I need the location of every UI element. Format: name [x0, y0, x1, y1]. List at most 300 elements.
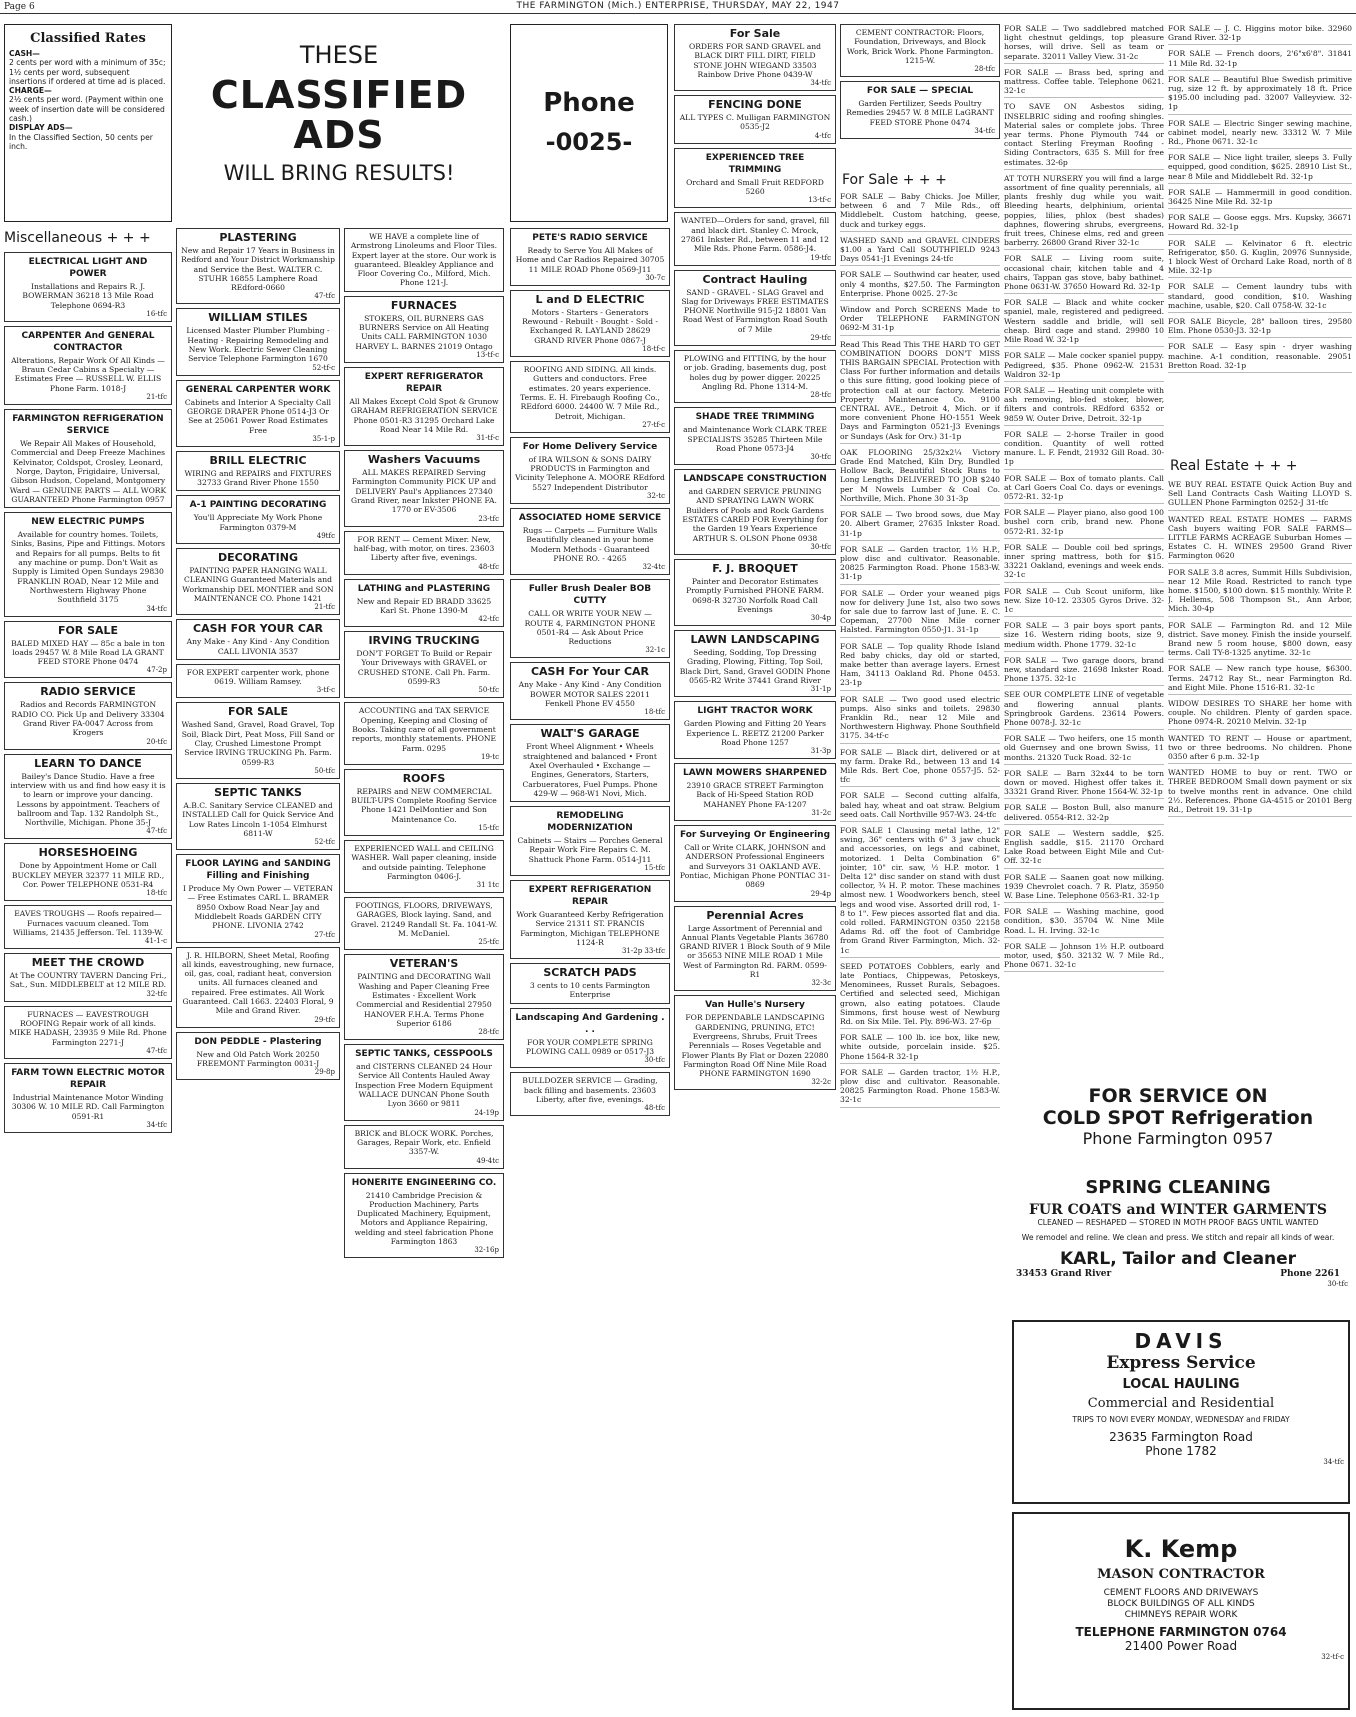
- rates-title: Classified Rates: [30, 31, 146, 46]
- classified-ad: [344, 367, 504, 446]
- ad-ref: 47-tfc: [314, 292, 335, 301]
- ad-ref: 31-2c: [811, 809, 831, 818]
- ad-heading: DECORATING: [217, 551, 299, 565]
- classified-ad: [344, 450, 504, 526]
- ad-ref: 29-4p: [810, 889, 831, 898]
- ad-heading: VETERAN'S: [389, 957, 459, 971]
- classified-listing: FOR SALE — French doors, 2'6"x6'8". 31841 11 Mile Rd. 32-1p: [1168, 49, 1352, 70]
- classified-listing: SEED POTATOES Cobblers, early and late Pontiacs, Chippewas, Petoskeys, Menominees, Russet Rurals, Sebagoes. Certified and selected seed, Michigan grown, also eating potatoes. Claude Simmons, first house west of Newburg Rd. on Six Mile. Tel. Ply. 896-W3. 27-6p: [840, 962, 1000, 1029]
- classified-listing: FOR SALE — Baby Chicks. Joe Miller, between 6 and 7 Mile Rds., off Middlebelt. Custom hatching, geese, duck and turkey eggs.: [840, 192, 1000, 232]
- classified-listing: Read This Read This THE HARD TO GET COMBINATION DOORS DON'T MISS THIS BARGAIN SPECIAL Protection with Class For further information and details o this sure fitting, good looking piece of protection call at our factory. Meteria Property Maintenance Co. 9100 CENTRAL AVE., Detroit 4, Mich. or if more convenient Phone HO-1551 Week Days and Farmington 0521-J3 Evenings or Sundays (Ask for Orv.) 31-1p: [840, 340, 1000, 444]
- classified-ad: [510, 806, 670, 876]
- classified-ad: [344, 631, 504, 698]
- ad-body: FURNACES — EAVESTROUGH ROOFING Repair work of all kinds. MIKE HADASH, 23935 9 Mile Rd. Phone Farmington 2271-J: [9, 1009, 167, 1047]
- ad-body: Seeding, Sodding, Top Dressing Grading, Plowing, Fitting, Top Soil, Black Dirt, Sand, Gravel GODIN Phone 0565-R2 Write 37441 Grand River: [679, 648, 831, 685]
- davis-express-ad: DAVIS Express Service LOCAL HAULING Commercial and Residential TRIPS TO NOVI EVERY MONDAY, WEDNESDAY and FRIDAY 23635 Farmington Road Phone 1782 34-tfc: [1012, 1320, 1350, 1504]
- ad-ref: 15-tfc: [478, 823, 499, 832]
- ad-body: STOKERS, OIL BURNERS GAS BURNERS Service on All Heating Units CALL FARMINGTON 1030 HARVEY L. BARNES 21019 Ontago: [355, 313, 493, 351]
- ad-body: ALL TYPES C. Mulligan FARMINGTON 0535-J2: [679, 113, 831, 132]
- ad-body: We Repair All Makes of Household, Commercial and Deep Freeze Machines Kelvinator, Coldspot, Crosley, Leonard, Norge, Dayton, Frigidaire, Universal, Gibson Hudson, Copeland, Montgomery Ward — GENUINE PARTS — ALL WORK GUARANTEED Phone Farmington 0957: [9, 439, 167, 504]
- ad-body: WANTED—Orders for sand, gravel, fill and black dirt. Stanley C. Mrock, 27861 Inkster Rd., between 11 and 12 Mile Rds. Phone Farm. 0586-J4.: [680, 216, 830, 254]
- ad-ref: 18-tf-c: [642, 345, 665, 354]
- ad-heading: SEPTIC TANKS: [214, 785, 302, 799]
- ad-ref: 32-2c: [811, 1078, 831, 1087]
- ad-ref: 30-tfc: [810, 453, 831, 462]
- ad-body: FOR YOUR COMPLETE SPRING PLOWING CALL 0989 or 0517-J3: [525, 1037, 655, 1057]
- ad-body: Cabinets and Interior A Specialty Call GEORGE DRAPER Phone 0514-J3 Or See at 25061 Power Road Estimates Free: [184, 397, 332, 435]
- ad-ref: 50-tfc: [478, 686, 499, 695]
- classified-ad: [344, 228, 504, 292]
- ad-heading: For Sale: [729, 27, 781, 40]
- ad-ref: 15-tfc: [644, 863, 665, 872]
- ad-heading: GENERAL CARPENTER WORK: [185, 384, 331, 395]
- ad-body: EAVES TROUGHS — Roofs repaired—Furnaces vacuum cleaned. Tom Williams, 21435 Jefferson. Tel. 1139-W.: [12, 909, 164, 937]
- classified-ad: [510, 724, 670, 802]
- column-7: [1004, 24, 1164, 1074]
- classified-ad: [176, 380, 340, 447]
- ad-ref: 52-tfc: [314, 838, 335, 847]
- ad-heading: EXPERT REFRIGERATION REPAIR: [528, 884, 652, 907]
- section-miscellaneous: Miscellaneous + + +: [4, 230, 151, 246]
- ad-heading: SHADE TREE TRIMMING: [695, 412, 815, 423]
- classified-listing: FOR SALE — Garden tractor, 1½ H.P., plow disc and cultivator. Reasonable. 20825 Farmington Road. Phone 1583-W. 32-1c: [840, 1068, 1000, 1108]
- ad-body: Painter and Decorator Estimates Promptly Furnished PHONE FARM. 0698-R 32730 Norfolk Road Call Evenings: [686, 576, 824, 614]
- classified-ad: [344, 954, 504, 1040]
- classified-ad: [510, 880, 670, 959]
- classified-ad: [510, 437, 670, 504]
- classified-ad: [674, 906, 836, 992]
- ad-body: DON'T FORGET To Build or Repair Your Driveways with GRAVEL or CRUSHED STONE. Call Ph. Farm. 0599-R3: [356, 649, 492, 687]
- classified-listing: WE BUY REAL ESTATE Quick Action Buy and Sell Land Contracts Cash Waiting LLOYD S. GULLEN Phone Farmington 0252-J 31-tfc: [1168, 480, 1352, 511]
- ad-body: Installations and Repairs R. J. BOWERMAN 36218 13 Mile Road Telephone 0694-R3: [22, 282, 154, 310]
- classified-ad: [176, 783, 340, 850]
- classified-ad: [510, 579, 670, 658]
- classified-ad: [510, 361, 670, 433]
- ad-body: CEMENT CONTRACTOR: Floors, Foundation, Driveways, and Block Work, Brick Work. Phone Farmington. 1215-W.: [846, 28, 994, 65]
- classified-listing: FOR SALE — New ranch type house, $6300. Terms. 24712 Ray St., near Farmington Rd. and Eight Mile. Phone 1516-R1. 32-1c: [1168, 664, 1352, 695]
- ad-body: WE HAVE a complete line of Armstrong Linoleums and Floor Tiles. Expert layer at the store. Our work is guaranteed. Bleakley Appliance and Floor Covering Co., Milford, Mich. Phone 121-J.: [350, 232, 498, 288]
- ad-body: FOR EXPERT carpenter work, phone 0619. William Ramsey.: [186, 667, 330, 687]
- ad-ref: 21-tfc: [146, 393, 167, 402]
- ad-heading: L and D ELECTRIC: [535, 292, 645, 306]
- column-8-upper: [1168, 24, 1352, 454]
- classified-listing: FOR SALE — Electric Singer sewing machine, cabinet model, nearly new. 33312 W. 7 Mile Rd., Phone 0671. 32-1c: [1168, 119, 1352, 150]
- ad-ref: 28-tfc: [810, 391, 831, 400]
- classified-ad: [510, 1072, 670, 1116]
- classified-ad: [4, 754, 172, 840]
- ad-ref: 31-1p: [810, 685, 831, 694]
- ad-heading: MEET THE CROWD: [31, 956, 145, 970]
- ad-body: ROOFING AND SIDING. All kinds. Gutters and conductors. Free estimates. 20 years experience. Terms. E. H. Firebaugh Roofing Co., REdford 6000. 24400 W. 7 Mile Rd., Detroit, Michigan.: [520, 365, 660, 421]
- classified-ad: [674, 701, 836, 759]
- ad-heading: FOR SALE: [227, 705, 289, 719]
- ad-heading: LIGHT TRACTOR WORK: [697, 706, 813, 717]
- ad-heading: DON PEDDLE - Plastering: [194, 1036, 322, 1047]
- classified-listing: OAK FLOORING 25/32x2¼ Victory Grade End Matched, Kiln Dry, Bundled Hollow Back, Beautiful Stock Runs to Long Lengths DELIVERED TO JOB $240 per M Nowels Lumber & Coal Co. Northville, Mich. Phone 30 31-3p: [840, 448, 1000, 506]
- ad-ref: 13-tf-c: [476, 350, 499, 359]
- ad-ref: 47-tfc: [146, 1046, 167, 1055]
- ad-heading: REMODELING MODERNIZATION: [547, 811, 633, 834]
- classified-listing: FOR SALE 3.8 acres, Summit Hills Subdivision, near 12 Mile Road. Restricted to ranch type home. $1500, $100 down. $15 monthly. Write P. J. Hellems, 508 Thompson St., Ann Arbor, Mich. 30-4p: [1168, 568, 1352, 617]
- ad-body: and Maintenance Work CLARK TREE SPECIALISTS 35285 Thirteen Mile Road Phone 0573-J4: [683, 425, 827, 453]
- classified-ad: [510, 1008, 670, 1069]
- ad-ref: 31-tf-c: [476, 434, 499, 443]
- ad-ref: 34-tfc: [146, 1120, 167, 1129]
- classified-ad: [674, 630, 836, 697]
- classified-ad: [344, 840, 504, 893]
- ad-heading: Van Hulle's Nursery: [705, 1000, 805, 1011]
- ad-body: PAINTING and DECORATING Wall Washing and Paper Cleaning Free Estimates - Excellent Work Commercial and Residential 27950 HANOVER F.H.A. Terms Phone Superior 6186: [356, 972, 492, 1028]
- column-3: [344, 228, 504, 1712]
- classified-listing: FOR SALE — Barn 32x44 to be torn down or moved. Highest offer takes it. 33321 Grand River. Phone 1564-W. 32-1p: [1004, 769, 1164, 800]
- classified-listing: FOR SALE — Male cocker spaniel puppy. Pedigreed, $35. Phone 0962-W. 21531 Waldron 32-1p: [1004, 351, 1164, 382]
- ad-ref: 34-tfc: [810, 79, 831, 88]
- banner-classified: CLASSIFIED: [210, 73, 468, 117]
- ad-ref: 50-tfc: [314, 766, 335, 775]
- ad-heading: FARM TOWN ELECTRIC MOTOR REPAIR: [11, 1067, 165, 1090]
- ad-body: ORDERS FOR SAND GRAVEL and BLACK DIRT FILL DIRT, FIELD STONE JOHN WIEGAND 33503 Rainbow Drive Phone 0439-W: [688, 42, 822, 79]
- ad-body: FOR RENT — Cement Mixer. New, half-bag, with motor, on tires. 23603 Liberty after five, evenings.: [353, 534, 495, 563]
- classified-listing: FOR SALE — Southwind car heater, used only 4 months, $27.50. The Farmington Enterprise. Phone 0025. 27-3c: [840, 270, 1000, 301]
- ad-ref: 28-tfc: [478, 1028, 499, 1037]
- ad-ref: 23-tfc: [478, 514, 499, 523]
- coldspot-ad: FOR SERVICE ON COLD SPOT Refrigeration Phone Farmington 0957: [1042, 1085, 1314, 1148]
- ad-heading: ROOFS: [402, 771, 446, 785]
- classified-ad: [4, 409, 172, 508]
- classified-ad: [510, 662, 670, 720]
- banner-ads: ADS: [293, 113, 385, 157]
- kemp-mason-ad: K. Kemp MASON CONTRACTOR CEMENT FLOORS AND DRIVEWAYS BLOCK BUILDINGS OF ALL KINDS CHIMNEYS REPAIR WORK TELEPHONE FARMINGTON 0764 21400 Power Road 32-tf-c: [1012, 1512, 1350, 1710]
- classified-listing: FOR SALE — Washing machine, good condition, $30. 35704 W. Nine Mile Road. L. H. Irving. 32-1c: [1004, 907, 1164, 938]
- ad-heading: FLOOR LAYING and SANDING Filling and Finishing: [185, 859, 331, 882]
- classified-ad: [176, 619, 340, 660]
- section-real-estate: Real Estate + + +: [1170, 458, 1298, 474]
- ad-body: ACCOUNTING and TAX SERVICE Opening, Keeping and Closing of Books. Taking care of all government reports, monthly statements. PHONE Farm. 0295: [351, 706, 497, 753]
- ad-body: Radios and Records FARMINGTON RADIO CO. Pick Up and Delivery 33304 Grand River FA-0047 Across from Krogers: [11, 700, 165, 738]
- classified-listing: FOR SALE — Two brood sows, due May 20. Albert Gramer, 27635 Inkster Road. 31-1p: [840, 510, 1000, 541]
- classified-ad: [4, 1006, 172, 1059]
- classified-listing: FOR SALE — Kelvinator 6 ft. electric Refrigerator, $50. G. Kuglin, 20976 Sunnyside, 1 block West of Orchard Lake Road, north of 8 Mile. 32-1p: [1168, 239, 1352, 279]
- ad-ref: 16-tfc: [146, 309, 167, 318]
- ad-heading: FOR SALE: [57, 623, 119, 637]
- ad-heading: WALT'S GARAGE: [540, 727, 640, 741]
- classified-listing: FOR SALE — Hammermill in good condition. 36425 Nine Mile Rd. 32-1p: [1168, 188, 1352, 209]
- ad-ref: 3-tf-c: [316, 686, 335, 695]
- ad-ref: 19-tc: [480, 752, 499, 761]
- ad-heading: HONERITE ENGINEERING CO.: [351, 1177, 497, 1188]
- ad-ref: 29-8p: [314, 1068, 335, 1077]
- ad-body: J. R. HILBORN, Sheet Metal, Roofing all kinds, eavestroughing, new furnace, oil, gas, coal, radiant heat, conversion units. All furnaces cleaned and repaired. Free estimates. All Work Guaranteed. Call 1663. 22403 Floral, 9 Mile and Grand River.: [181, 950, 335, 1016]
- ad-body: Cabinets — Stairs — Porches General Repair Work Fire Repairs C. M. Shattuck Phone Farm. 0514-J11: [517, 836, 663, 864]
- classified-ad: [674, 212, 836, 265]
- classified-ad: [4, 682, 172, 749]
- ad-heading: For Home Delivery Service: [522, 441, 658, 452]
- ad-ref: 18-tfc: [644, 708, 665, 717]
- classified-ad: [840, 81, 1000, 139]
- classified-ad: [176, 451, 340, 492]
- ad-ref: 32-16p: [474, 1246, 499, 1255]
- classified-listing: FOR SALE — 3 pair boys sport pants, size 16. Western riding boots, size 9, medium width. Phone 1779. 32-1c: [1004, 621, 1164, 652]
- ad-heading: Perennial Acres: [706, 908, 804, 922]
- classified-ad: [510, 290, 670, 357]
- classified-listing: FOR SALE — Player piano, also good 100 bushel corn crib, brand new. Phone 0572-R1. 32-1p: [1004, 508, 1164, 539]
- ad-body: 21410 Cambridge Precision & Production Machinery, Parts Duplicated Machinery, Equipment, Motors and Appliance Repairing, welding and steel fabrication Phone Farmington 1863: [354, 1190, 494, 1246]
- ad-heading: RADIO SERVICE: [40, 685, 136, 699]
- ad-body: All Makes Except Cold Spot & Grunow GRAHAM REFRIGERATION SERVICE Phone 0501-R3 31295 Orchard Lake Road Near 14 Mile Rd.: [349, 396, 499, 434]
- ad-body: PLOWING and FITTING, by the hour or job. Grading, basements dug, post holes dug by power digger. 20225 Angling Rd. Phone 1314-M.: [683, 354, 827, 391]
- ad-ref: 49tfc: [316, 532, 335, 541]
- ad-heading: EXPERT REFRIGERATOR REPAIR: [364, 371, 484, 394]
- classified-listing: FOR SALE — Western saddle, $25. English saddle, $15. 21170 Orchard Lake Road between Eight Mile and Cut-Off. 32-1c: [1004, 829, 1164, 869]
- classified-listing: Window and Porch SCREENS Made to Order TELEPHONE FARMINGTON 0692-M 31-1p: [840, 305, 1000, 336]
- classified-ad: [344, 1173, 504, 1259]
- ad-ref: 13-tf-c: [808, 196, 831, 205]
- ad-ref: 32-3c: [811, 979, 831, 988]
- ad-body: A.B.C. Sanitary Service CLEANED and INSTALLED Call for Quick Service And Low Rates Lincoln 1-1054 Elmhurst 6811-W: [182, 800, 334, 838]
- classified-ad: [176, 664, 340, 699]
- ad-ref: 47-tfc: [146, 827, 167, 836]
- ad-heading: Fuller Brush Dealer BOB CUTTY: [528, 584, 652, 607]
- ad-ref: 18-tfc: [146, 889, 167, 898]
- ad-body: WIRING and REPAIRS and FIXTURES 32733 Grand River Phone 1550: [184, 468, 332, 488]
- classified-listing: FOR SALE Bicycle, 28" balloon tires, 29580 Elm. Phone 0530-J3. 32-1p: [1168, 317, 1352, 338]
- page-number: Page 6: [4, 2, 35, 12]
- ad-body: and GARDEN SERVICE PRUNING AND SPRAYING LAWN WORK Builders of Pools and Rock Gardens ESTATES CARED FOR Everything for the Garden 19 Years Experience ARTHUR S. OLSON Phone 0938: [682, 487, 828, 543]
- ad-heading: FENCING DONE: [708, 98, 802, 112]
- classified-ad: [176, 854, 340, 942]
- classified-listing: FOR SALE — Two good used electric pumps. Also sinks and toilets. 29830 Franklin Rd., near 12 Mile and Northwestern Highway. Phone Southfield 3175. 34-tf-c: [840, 695, 1000, 744]
- ad-ref: 42-tfc: [478, 615, 499, 624]
- classified-ad: [4, 512, 172, 616]
- classified-ad: [176, 1032, 340, 1081]
- ad-body: Large Assortment of Perennial and Annual Plants Vegetable Plants 36780 GRAND RIVER 1 Block South of 9 Mile or 35653 NINE MILE ROAD 1 Mile West of Farmington Rd. FARM. 0599-R1: [679, 923, 831, 980]
- classified-ad: [344, 769, 504, 836]
- ad-body: FOOTINGS, FLOORS, DRIVEWAYS, GARAGES, Block laying. Sand, and Gravel. 21249 Randall St. Fa. 1041-W. M. McDaniel.: [350, 901, 498, 939]
- ad-ref: 30-7c: [645, 273, 665, 282]
- ad-body: Available for country homes. Toilets, Sinks, Basins, Pipe and Fittings. Motors and Repairs for all pumps. Belts to fit any machine or pump. Don't Wait as Supply is Limited Open Sundays 29830 FRANKLIN ROAD, Near 12 Mile and Northwestern Highway Phone Southfield 3175: [10, 530, 166, 605]
- ad-ref: 41-1-c: [144, 937, 167, 946]
- ad-ref: 29-tfc: [314, 1015, 335, 1024]
- classified-ad: [674, 148, 836, 209]
- classified-ad: [674, 559, 836, 626]
- ad-heading: SCRATCH PADS: [543, 966, 637, 980]
- classified-ad: [176, 548, 340, 615]
- classified-listing: FOR SALE — Top quality Rhode Island Red baby chicks, day old or started, make better than average layers. Ernest Ham, 34113 Oakland Rd. Phone 0453. 23-1p: [840, 642, 1000, 691]
- classified-ad: [510, 508, 670, 575]
- classified-listing: FOR SALE 1 Clausing metal lathe, 12" swing, 36" centers with 6" 3 jaw chuck and accessories, on legs and cabinet, motorized. 1 Delta Combination 6" jointer, 10" cir. saw, ½ H.P. motor. 1 Delta 12" disc sander on stand with dust collector, ¾ H. P. motor. These machines almost new. 1 Woodworkers bench, steel legs and wood vise. Assorted drill rod, 1-8 to 1". Few pieces assorted flat and dia. cold rolled. FARMINGTON 0350 22158 Adams Rd. off the foot of Cambridge from Grand River Farmington, Mich. 32-1c: [840, 826, 1000, 958]
- classified-listing: FOR SALE — 2-horse Trailer in good condition. Quantity of well rotted manure. L. F. Fendt, 21932 Gill Road. 30-1p: [1004, 430, 1164, 470]
- ad-ref: 32-4tc: [642, 563, 665, 572]
- ad-body: Work Guaranteed Kerby Refrigeration Service 21311 ST. FRANCIS Farmington, Michigan TELEPHONE 1124-R: [516, 909, 664, 947]
- classified-ad: [510, 228, 670, 286]
- column-6-top: [840, 24, 1000, 169]
- ad-heading: LANDSCAPE CONSTRUCTION: [683, 474, 827, 485]
- ad-body: You'll Appreciate My Work Phone Farmington 0379-M: [193, 513, 323, 532]
- ad-body: ALL MAKES REPAIRED Serving Farmington Community PICK UP and DELIVERY Paul's Appliances 27340 Grand River, near Inkster PHONE FA. 1770 or EV-3506: [351, 468, 497, 515]
- ad-ref: 32-tc: [646, 492, 665, 501]
- ad-ref: 29-tfc: [810, 334, 831, 343]
- banner-results: WILL BRING RESULTS!: [223, 161, 455, 185]
- ad-body: and CISTERNS CLEANED 24 Hour Service All Contents Hauled Away Inspection Free Modern Equipment WALLACE DUNCAN Phone South Lyon 3660 or 9811: [355, 1062, 493, 1109]
- column-5: [674, 24, 836, 1712]
- classified-listing: FOR SALE — Brass bed, spring and mattress. Coffee table. Telephone 0621. 32-1c: [1004, 68, 1164, 99]
- ad-body: CALL OR WRITE YOUR NEW — ROUTE 4, FARMINGTON PHONE 0501-R4 — Ask About Price Reductions: [524, 609, 656, 647]
- ad-heading: EXPERIENCED TREE TRIMMING: [705, 152, 805, 175]
- classified-ad: [176, 702, 340, 778]
- ad-ref: 48-tfc: [644, 1104, 665, 1113]
- ad-heading: FARMINGTON REFRIGERATION SERVICE: [12, 414, 164, 437]
- ad-body: Garden Fertilizer, Seeds Poultry Remedies 29457 W. 8 MILE LaGRANT FEED STORE Phone 0474: [846, 99, 994, 127]
- ad-ref: 30-tfc: [644, 1056, 665, 1065]
- phone-box: Phone -0025-: [510, 24, 668, 222]
- ad-body: EXPERIENCED WALL and CEILING WASHER. Wall paper cleaning, inside and outside painting. Telephone Farmington 0406-J.: [351, 843, 497, 881]
- classified-ad: [674, 763, 836, 821]
- ad-heading: F. J. BROQUET: [712, 561, 798, 575]
- classified-ad: [4, 252, 172, 322]
- ad-body: Done by Appointment Home or Call BUCKLEY MEYER 32377 11 MILE RD., Cor. Power TELEPHONE 0531-R4: [11, 861, 165, 889]
- classified-ad: [176, 495, 340, 544]
- ad-body: At The COUNTRY TAVERN Dancing Fri., Sat., Sun. MIDDLEBELT at 12 MILE RD.: [9, 971, 167, 990]
- ad-heading: NEW ELECTRIC PUMPS: [31, 517, 145, 528]
- ad-body: Washed Sand, Gravel, Road Gravel, Top Soil, Black Dirt, Peat Moss, Fill Sand or Clay, Crushed Limestone Prompt Service IRVING TRUCKING Ph. Farm. 0599-R3: [181, 720, 335, 767]
- ad-body: BULLDOZER SERVICE — Grading, back filling and basements. 23603 Liberty, after five, evenings.: [522, 1076, 658, 1104]
- ad-ref: 32-1c: [645, 646, 665, 655]
- ad-body: FOR DEPENDABLE LANDSCAPING GARDENING, PRUNING, ETC! Evergreens, Shrubs, Fruit Trees Perennials — Roses Vegetable and Flower Plants By Flat or Dozen 22080 Farmington Road Off Nine Mile Road PHONE FARMINGTON 1690: [681, 1013, 829, 1079]
- classified-listing: FOR SALE — Double coil bed springs, inner spring mattress, both for $15. 33221 Oakland, evenings and week ends. 32-1c: [1004, 543, 1164, 583]
- ad-heading: PLASTERING: [219, 231, 297, 244]
- ad-body: Rugs — Carpets — Furniture Walls Beautifully cleaned in your home Modern Methods - Guaranteed PHONE RO. - 4265: [522, 526, 658, 563]
- classified-listing: WANTED HOME to buy or rent. TWO or THREE BEDROOM Small down payment or six to twelve months rent in advance. One child 2½. References. Phone GA-4515 or 20101 Berg Rd., Detroit 19. 31-1p: [1168, 768, 1352, 817]
- classified-listing: FOR SALE — Two garage doors, brand new, standard size. 21698 Inkster Road. Phone 1375. 32-1c: [1004, 656, 1164, 687]
- classified-listing: FOR SALE — Johnson 1½ H.P. outboard motor, used, $50. 32132 W. 7 Mile Rd., Phone 0671. 32-1c: [1004, 942, 1164, 973]
- classified-listing: FOR SALE — Heating unit complete with ash removing, blo-fed stoker, blower, filters and controls. REdford 6352 or 9859 W. Outer Drive, Detroit. 32-1p: [1004, 386, 1164, 426]
- classified-listing: FOR SALE — Nice light trailer, sleeps 3. Fully equipped, good condition, $625. 28910 List St., near 8 Mile and Middlebelt Rd. 32-1p: [1168, 153, 1352, 184]
- classified-listing: FOR SALE — Boston Bull, also manure delivered. 0554-R12. 32-2p: [1004, 803, 1164, 824]
- classified-listing: FOR SALE — 100 lb. ice box, like new, white outside, porcelain inside. $25. Phone 1564-R 32-1p: [840, 1033, 1000, 1064]
- ad-ref: 27-tfc: [314, 930, 335, 939]
- classified-ad: [176, 228, 340, 304]
- classified-listing: FOR SALE — Box of tomato plants. Call at Carl Goers Coal Co. days or evenings. 0572-R1. 32-1p: [1004, 474, 1164, 505]
- classified-ad: [674, 350, 836, 403]
- ad-heading: LAWN LANDSCAPING: [690, 633, 820, 647]
- classified-listing: FOR SALE — Cub Scout uniform, like new. Size 10-12. 23305 Gyros Drive. 32-1c: [1004, 587, 1164, 618]
- newspaper-title: THE FARMINGTON (Mich.) ENTERPRISE, THURSDAY, MAY 22, 1947: [516, 1, 840, 11]
- ad-body: Ready to Serve You All Makes of Home and Car Radios Repaired 30705 11 MILE ROAD Phone 0569-J11: [515, 246, 665, 274]
- ad-heading: LAWN MOWERS SHARPENED: [683, 768, 827, 779]
- ad-ref: 34-tfc: [974, 127, 995, 136]
- ad-heading: CASH For Your CAR: [530, 665, 650, 679]
- column-4: [510, 228, 670, 1712]
- ad-body: of IRA WILSON & SONS DAIRY PRODUCTS in Farmington and Vicinity Telephone A. MOORE REdford 5527 Independent Distributor: [515, 454, 665, 492]
- ad-ref: 34-tfc: [146, 604, 167, 613]
- ad-heading: BRILL ELECTRIC: [209, 453, 307, 467]
- classified-listing: TO SAVE ON Asbestos siding, INSELBRIC siding and roofing shingles. Material sales or complete jobs. Three year terms. Phone Plymouth 744 or contact Sterling Freyman Roofing - Siding Contractors, 635 S. Mill for free estimates. 32-6p: [1004, 102, 1164, 169]
- ad-heading: A-1 PAINTING DECORATING: [189, 500, 327, 511]
- classified-listing: FOR SALE — Garden tractor, 1½ H.P., plow disc and cultivator. Reasonable. 20825 Farmington Road. Phone 1583-W. 31-1p: [840, 545, 1000, 585]
- classified-listing: FOR SALE — Living room suite, occasional chair, kitchen table and 4 chairs, Tappan gas stove, baby bathinet. Phone 0631-W. 37650 Howard Rd. 32-1p: [1004, 254, 1164, 294]
- ad-ref: 49-4tc: [476, 1156, 499, 1165]
- ad-heading: CASH FOR YOUR CAR: [193, 622, 323, 636]
- ad-heading: For Surveying Or Engineering: [679, 830, 831, 841]
- classified-listing: FOR SALE — Beautiful Blue Swedish primitive rug, size 12 ft. by approximately 18 ft. Price $195.00 including pad. 32007 Valleyview. 32-1p: [1168, 75, 1352, 115]
- ad-ref: 35-1-p: [312, 434, 335, 443]
- ad-heading: HORSESHOEING: [38, 846, 138, 860]
- ad-body: New and Repair ED BRADD 33625 Karl St. Phone 1390-M: [356, 596, 492, 615]
- classified-ad: [674, 469, 836, 555]
- ad-body: Alterations, Repair Work Of All Kinds — Braun Cedar Cabins a Specialty — Estimates Free — RUSSELL W. ELLIS Phone Farm. 1018-J: [11, 355, 165, 393]
- classified-listing: FOR SALE — Easy spin - dryer washing machine. A-1 condition, reasonable. 29051 Bretton Road. 32-1p: [1168, 342, 1352, 373]
- ad-body: Motors - Starters - Generators Rewound - Rebuilt - Bought - Sold - Exchanged R. LAYLAND 28629 GRAND RIVER Phone 0867-J: [522, 307, 658, 345]
- classified-ad: [344, 1044, 504, 1120]
- section-for-sale: For Sale + + +: [842, 172, 947, 188]
- classified-rates-box: Classified Rates CASH— 2 cents per word with a minimum of 35c; 1½ cents per word, subsequent insertions if ordered at time ad is placed. CHARGE— 2½ cents per word. (Payment within one week of insertion date will be considered cash.) DISPLAY ADS— In the Classified Section, 50 cents per inch.: [4, 24, 172, 222]
- ad-ref: 25-tfc: [478, 938, 499, 947]
- ad-body: SAND - GRAVEL - SLAG Gravel and Slag for Driveways FREE ESTIMATES PHONE Northville 915-J2 18801 Van Road West of Farmington Road South of 7 Mile: [681, 287, 829, 334]
- ad-ref: 4-tfc: [814, 131, 831, 140]
- ad-heading: SEPTIC TANKS, CESSPOOLS: [355, 1049, 493, 1060]
- column-2: [176, 228, 340, 1712]
- ad-heading: LEARN TO DANCE: [34, 756, 142, 770]
- classified-ad: [4, 621, 172, 679]
- ad-heading: Washers Vacuums: [367, 453, 481, 467]
- ad-ref: 31-3p: [810, 747, 831, 756]
- ad-heading: FURNACES: [390, 298, 458, 312]
- classified-listing: FOR SALE — Second cutting alfalfa, baled hay, wheat and oat straw. Belgium seed oats. Call Northville 957-W3. 24-tfc: [840, 791, 1000, 822]
- classified-ad: [674, 825, 836, 901]
- classified-listing: FOR SALE — Black and white cocker spaniel, male, registered and pedigreed. Western saddle and bridle, will sell cheap. Bird cage and stand. 29980 10 Mile Road W. 32-1p: [1004, 298, 1164, 347]
- classified-listing: FOR SALE — Order your weaned pigs now for delivery June 1st, also two sows for sale due to farrow last of June. E. C. Copeman, 27700 Nine Mile corner Halsted. Farmington 0550-J1. 31-1p: [840, 589, 1000, 638]
- ad-ref: 19-tfc: [810, 253, 831, 262]
- classified-ad: [344, 897, 504, 950]
- classified-listing: FOR SALE — Goose eggs. Mrs. Kupsky, 36671 Howard Rd. 32-1p: [1168, 213, 1352, 234]
- ad-ref: 20-tfc: [146, 737, 167, 746]
- classified-ad: [4, 843, 172, 901]
- classified-ad: [674, 407, 836, 465]
- ad-body: Any Make - Any Kind - Any Condition CALL LIVONIA 3537: [186, 637, 330, 656]
- ad-body: New and Repair 17 Years in Business in Redford and Your District Workmanship and Service the Best. WALTER C. STUHR 16855 Lamphere Road REdford-0660: [181, 246, 335, 293]
- ad-ref: 24-19p: [474, 1108, 499, 1117]
- classified-listing: SEE OUR COMPLETE LINE of vegetable and flowering annual plants. Springbrook Gardens. 23614 Powers. Phone 0078-J. 32-1c: [1004, 690, 1164, 730]
- classified-listing: WANTED REAL ESTATE HOMES — FARMS Cash buyers waiting FOR SALE FARMS—LITTLE FARMS ACREAGE Suburban Homes — Estates C. H. WINES 29500 Grand River Farmington 0620: [1168, 515, 1352, 564]
- ad-ref: 30-4p: [810, 614, 831, 623]
- classified-ad: [4, 953, 172, 1002]
- classified-ad: [344, 579, 504, 628]
- ad-body: Garden Plowing and Fitting 20 Years Experience L. REETZ 21200 Parker Road Phone 1257: [683, 719, 827, 747]
- ad-ref: 30-tfc: [810, 542, 831, 551]
- ad-ref: 47-2p: [146, 666, 167, 675]
- classified-ad: [344, 531, 504, 575]
- column-6: [840, 192, 1000, 1712]
- classified-listing: WANTED TO RENT — House or apartment, two or three bedrooms. No children. Phone 0350 after 6 p.m. 32-1p: [1168, 734, 1352, 765]
- ad-body: Front Wheel Alignment • Wheels straightened and balanced • Front Axel Overhauled • Exchange — Engines, Generators, Starters, Carbueratores, Fuel Pumps. Phone 429-W — 968-W1 Novi, Mich.: [522, 742, 658, 798]
- classified-ad: [510, 963, 670, 1004]
- ad-heading: LATHING and PLASTERING: [357, 583, 491, 594]
- classified-listing: WASHED SAND and GRAVEL CINDERS $1.00 a Yard Call SOUTHFIELD 9243 Days 0541-J1 Evenings 24-tfc: [840, 236, 1000, 267]
- classified-listing: FOR SALE — Black dirt, delivered or at my farm. Drake Rd., between 13 and 14 Mile Rds. Bert Coe, phone 0557-J5. 52-tfc: [840, 748, 1000, 788]
- classified-ad: [344, 1125, 504, 1169]
- ad-body: 23910 GRACE STREET Farmington Back of Hi-Speed Station ROD MAHANEY Phone FA-1207: [686, 781, 824, 809]
- classified-ad: [176, 308, 340, 375]
- classified-ad: [674, 95, 836, 144]
- ad-ref: 31 1tc: [476, 881, 499, 890]
- ad-heading: PETE'S RADIO SERVICE: [532, 233, 648, 243]
- classified-ad: [344, 702, 504, 764]
- classified-ad: [344, 296, 504, 363]
- classified-ad: [4, 1063, 172, 1133]
- ad-body: Any Make - Any Kind - Any Condition BOWER MOTOR SALES 22011 Fenkell Phone EV 4550: [518, 680, 662, 709]
- ad-ref: 48-tfc: [478, 562, 499, 571]
- classified-listing: AT TOTH NURSERY you will find a large assortment of fine quality perennials, all plants freshly dug while you wait. Bleeding hearts, delphinium, oriental poppies, lilies, phlox (best shades) daphnes, flowering shrubs, evergreens, fruit trees, Chinese elms, red and green barberry. 26800 Grand River 32-1c: [1004, 174, 1164, 251]
